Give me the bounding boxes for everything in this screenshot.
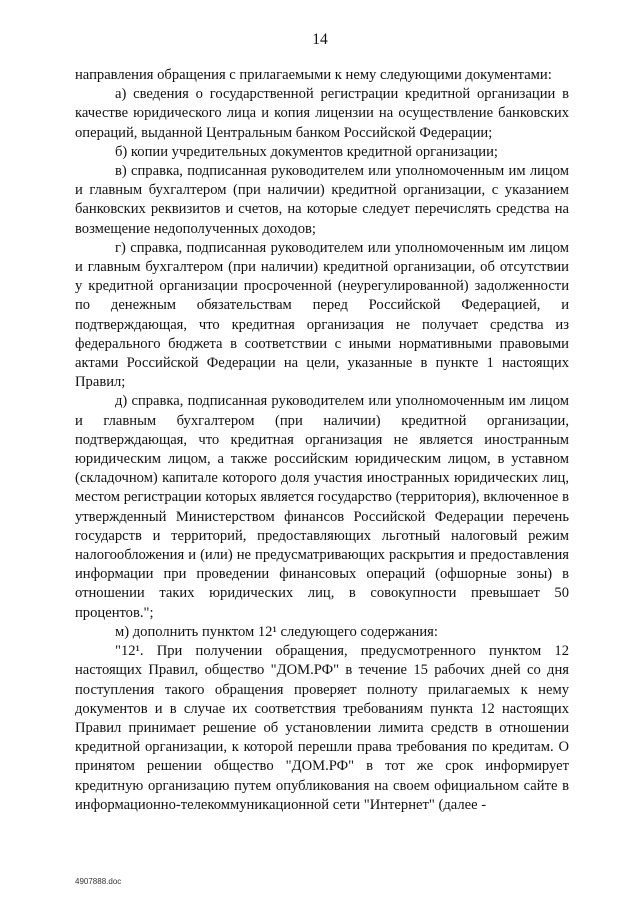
paragraph: м) дополнить пунктом 12¹ следующего содержания: — [115, 623, 438, 640]
page-number: 14 — [312, 31, 328, 48]
paragraph: г) справка, подписанная руководителем или уполномоченным им лицом и главным бухгалтером (при наличии) кредитной организации, об отсутствии у кредитной организации просроченной (неурегулированной) задолженности по денежным обязательствам перед Российской Федерацией, и подтверждающая, что кредитная организация не получает средства из федерального бюджета в соответствии с иными нормативными правовыми актами Российской Федерации на цели, указанные в пункте 1 настоящих Правил; — [75, 239, 569, 391]
paragraph: "12¹. При получении обращения, предусмотренного пунктом 12 настоящих Правил, общество "ДОМ.РФ" в течение 15 рабочих дней со дня поступления такого обращения проверяет полноту прилагаемых к нему документов и в случае их соответствия требованиям пункта 12 настоящих Правил принимает решение об установлении лимита средств в отношении кредитной организации, к которой перешли права требования по кредитам. О принятом решении общество "ДОМ.РФ" в тот же срок информирует кредитную организацию путем опубликования на своем официальном сайте в информационно-телекоммуникационной сети "Интернет" (далее - — [75, 643, 569, 813]
paragraph: а) сведения о государственной регистрации кредитной организации в качестве юридического лица и копия лицензии на осуществление банковских операций, выданной Центральным банком Российской Федерации; — [75, 86, 569, 141]
document-file-code: 4907888.doc — [75, 877, 122, 886]
paragraph: в) справка, подписанная руководителем или уполномоченным им лицом и главным бухгалтером (при наличии) кредитной организации, с указанием банковских реквизитов и счетов, на которые следует перечислять средства на возмещение недополученных доходов; — [75, 163, 569, 237]
paragraph: б) копии учредительных документов кредитной организации; — [115, 143, 498, 160]
paragraph: направления обращения с прилагаемыми к нему следующими документами: — [75, 67, 552, 83]
paragraph: д) справка, подписанная руководителем или уполномоченным им лицом и главным бухгалтером (при наличии) кредитной организации, подтверждающая, что кредитная организация не является иностранным юридическим лицом, а также российским юридическим лицом, в уставном (складочном) капитале которого доля участия иностранных юридических лиц, местом регистрации которых является государство (территория), включенное в утвержденный Министерством финансов Российской Федерации перечень государств и территорий, предоставляющих льготный налоговый режим налогообложения и (или) не предусматривающих раскрытия и предоставления информации при проведении финансовых операций (офшорные зоны) в отношении таких юридических лиц, в совокупности превышает 50 процентов."; — [75, 393, 569, 621]
document-body — [75, 66, 569, 815]
